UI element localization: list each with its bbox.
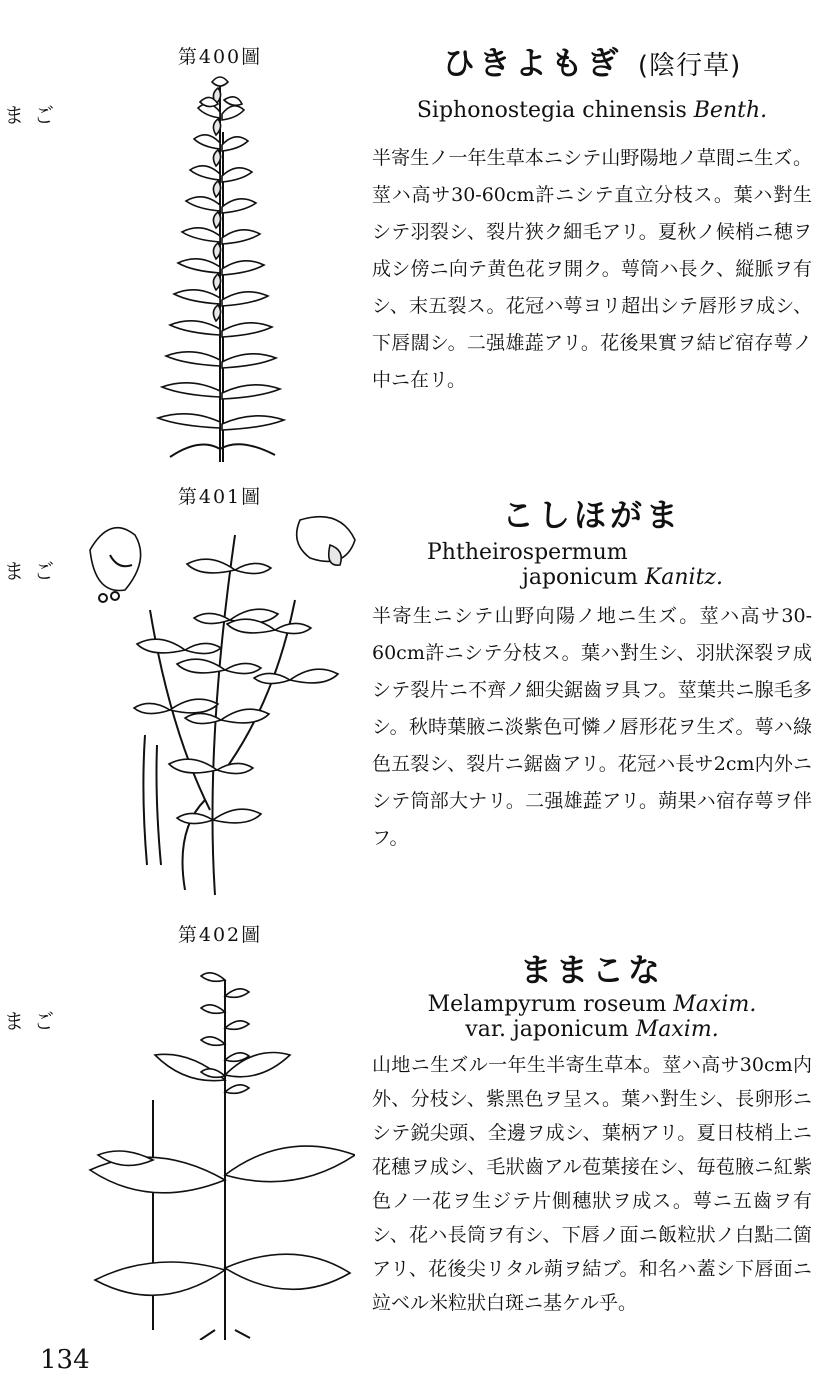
plant-illustration-siphonostegia [150, 72, 290, 467]
title-kana: ひきよもぎ [442, 44, 623, 82]
entry-title: ままこな [519, 951, 664, 989]
sci-author: Kanitz. [644, 565, 724, 590]
sci-genus-species: Melampyrum roseum [427, 992, 667, 1017]
entry-title: こしほがま [501, 496, 682, 534]
scientific-name [372, 98, 812, 123]
description-text: 半寄生ニシテ山野向陽ノ地ニ生ズ。莖ハ高サ30-60cm許ニシテ分枝ス。葉ハ對生シ、羽狀深裂ヲ成シテ裂片ニ不齊ノ細尖鋸齒ヲ具フ。莖葉共ニ腺毛多シ。秋時葉腋ニ淡紫色可憐ノ唇形花ヲ生ズ。萼ハ綠色五裂シ、裂片ニ鋸齒アリ。花冠ハ長サ2cm内外ニシテ筒部大ナリ。二强雄蕋アリ。蒴果ハ宿存萼ヲ伴フ。 [372, 605, 812, 849]
sci-variety-author: Maxim. [635, 1017, 719, 1042]
entry-title [372, 38, 812, 84]
title-kanji: (陰行草) [637, 51, 742, 81]
scientific-name [372, 992, 812, 1042]
family-label: ごま [1, 560, 55, 583]
scientific-name [372, 540, 812, 590]
figure-label: 第402圖 [177, 924, 263, 946]
sci-author: Benth. [693, 98, 768, 123]
family-label: ごま [1, 104, 55, 127]
figure-label: 第401圖 [177, 486, 263, 508]
plant-illustration-melampyrum [85, 950, 355, 1340]
sci-variety: var. japonicum [465, 1017, 629, 1042]
plant-illustration-phtheirospermum [85, 510, 365, 900]
sci-genus: Phtheirospermum [427, 540, 628, 565]
description-text: 山地ニ生ズル一年生半寄生草本。莖ハ高サ30cm内外、分枝シ、紫黑色ヲ呈ス。葉ハ對生シ、長卵形ニシテ鋭尖頭、全邊ヲ成シ、葉柄アリ。夏日枝梢上ニ花穗ヲ成シ、毛狀齒アル苞葉接在シ、毎苞腋ニ紅紫色ノ一花ヲ生ジテ片側穗狀ヲ成ス。萼ニ五齒ヲ有シ、花ハ長筒ヲ有シ、下唇ノ面ニ飯粒狀ノ白點二箇アリ、花後尖リタル蒴ヲ結ブ。和名ハ蓋シ下唇面ニ竝ベル米粒狀白斑ニ基ケル乎。 [372, 1054, 812, 1314]
description-text: 半寄生ノ一年生草本ニシテ山野陽地ノ草間ニ生ズ。莖ハ高サ30-60cm許ニシテ直立分枝ス。葉ハ對生シテ羽裂シ、裂片狹ク細毛アリ。夏秋ノ候梢ニ穂ヲ成シ傍ニ向テ黄色花ヲ開ク。萼筒ハ長ク、縦脈ヲ有シ、末五裂ス。花冠ハ萼ヨリ超出シテ唇形ヲ成シ、下唇闊シ。二强雄蕋アリ。花後果實ヲ結ビ宿存萼ノ中ニ在リ。 [372, 147, 812, 391]
figure-label: 第400圖 [177, 46, 263, 68]
page-number: 134 [40, 1345, 90, 1375]
family-label: ごま [1, 1010, 55, 1033]
sci-author: Maxim. [673, 992, 757, 1017]
sci-species: japonicum [522, 565, 638, 590]
sci-genus-species: Siphonostegia chinensis [416, 98, 687, 123]
